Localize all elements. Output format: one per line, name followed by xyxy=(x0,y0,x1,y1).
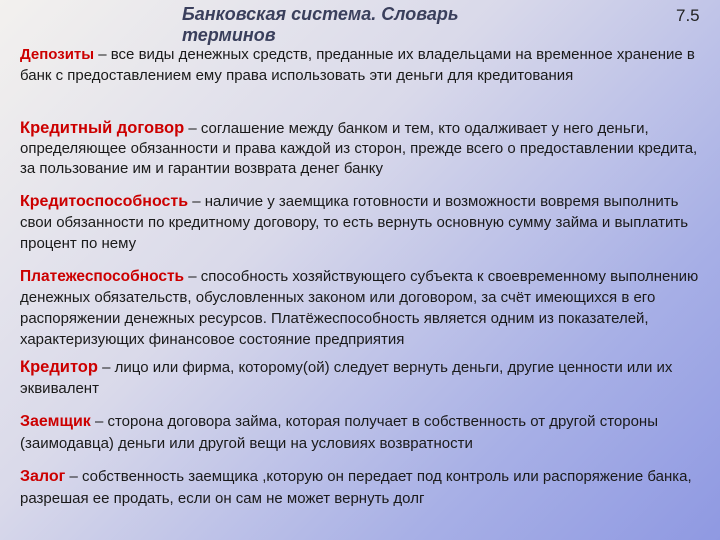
entry-definition: – способность хозяйствующего субъекта к своевременному выполнению денежных обязательств, обусловленных законом или договором, за счёт имеющихся в его распоряжении денежных ресурсов. Платёжеспособность является одним из показателей, характеризующих финансовое состояние предприятия xyxy=(20,268,699,348)
entry-term: Депозиты xyxy=(20,46,95,63)
glossary-entry-creditor xyxy=(20,357,712,399)
entry-term: Кредитоспособность xyxy=(20,193,189,210)
entry-definition: – все виды денежных средств, преданные их владельцами на временное хранение в банк с предоставлением ему права использовать эти деньги для кредитования xyxy=(20,46,695,84)
glossary-entry-solvency xyxy=(20,266,712,350)
glossary-entry-credit-agreement xyxy=(20,118,712,179)
entry-definition: – сторона договора займа, которая получает в собственность от другой стороны (заимодавца) деньги или другой вещи на условиях возвратности xyxy=(20,413,658,452)
glossary-entry-collateral xyxy=(20,466,712,510)
entry-definition: – соглашение между банком и тем, кто одалживает у него деньги, определяющее обязанности и права каждой из сторон, прежде всего о предоставлении кредита, за пользование им и гарантии возврата денег банку xyxy=(20,120,698,177)
entry-term: Кредитор xyxy=(20,358,98,376)
entry-definition: – лицо или фирма, которому(ой) следует вернуть деньги, другие ценности или их эквивалент xyxy=(20,359,673,397)
entry-term: Залог xyxy=(20,468,66,485)
slide-title: Банковская система. Словарь терминов xyxy=(182,4,459,45)
entry-term: Кредитный договор xyxy=(20,119,185,137)
glossary-entry-creditworthiness xyxy=(20,191,712,254)
glossary-entry-borrower xyxy=(20,411,712,455)
glossary-entry-deposits xyxy=(20,44,712,86)
entry-definition: – собственность заемщика ,которую он передает под контроль или распоряжение банка, разрешая ее продать, если он сам не может вернуть долг xyxy=(20,468,692,507)
slide-number: 7.5 xyxy=(676,6,700,25)
entry-term: Платежеспособность xyxy=(20,268,185,285)
entry-definition: – наличие у заемщика готовности и возможности вовремя выполнить свои обязанности по кредитному договору, то есть вернуть основную сумму займа и выплатить процент по нему xyxy=(20,193,689,252)
entry-term: Заемщик xyxy=(20,413,91,430)
